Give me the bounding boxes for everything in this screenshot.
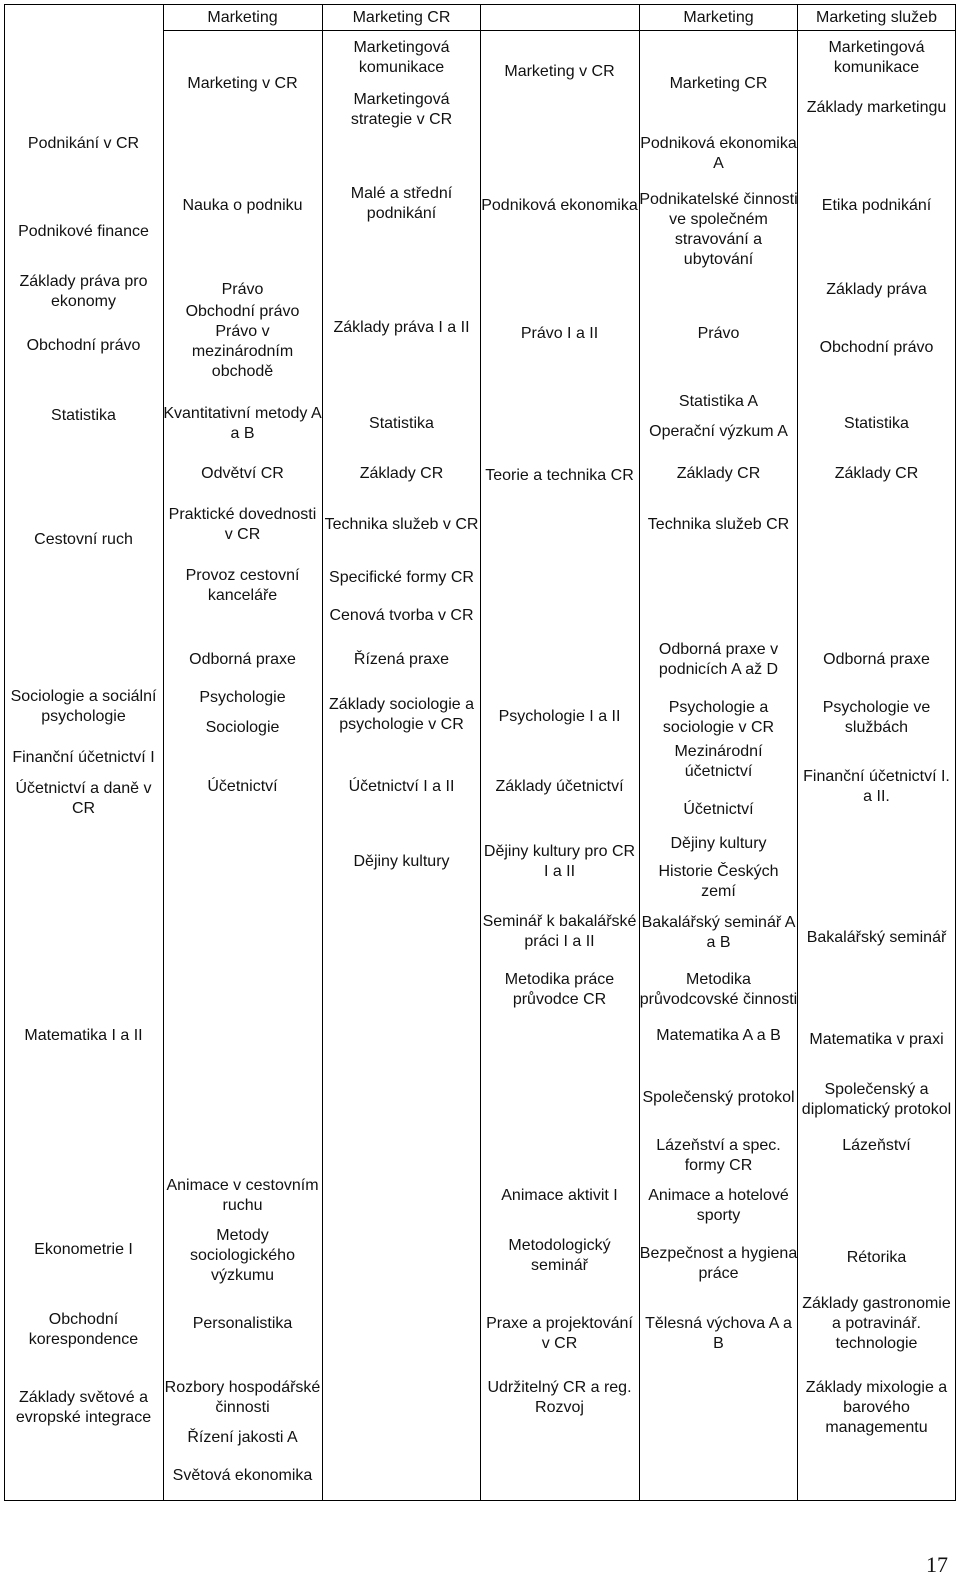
course-cell: [163, 503, 322, 547]
course-cell: [639, 463, 798, 485]
course-cell: [322, 776, 481, 798]
course-name: Základy CR: [834, 465, 919, 482]
course-cell: [163, 1427, 322, 1449]
course-cell: [797, 195, 956, 217]
course-name: Provoz cestovní kanceláře: [185, 567, 300, 604]
course-cell: [163, 1366, 322, 1430]
course-name: Základy gastronomie a potravinář. technologie: [802, 1295, 951, 1352]
course-name: Marketingová komunikace: [828, 39, 925, 76]
course-cell: [163, 73, 322, 95]
course-name: Sociologie: [205, 719, 280, 736]
course-cell: [322, 7, 481, 29]
course-cell: [797, 649, 956, 671]
course-name: Lázeňství a spec. formy CR: [656, 1137, 781, 1174]
course-cell: [797, 696, 956, 740]
course-name: Odborná praxe v podnicích A až D: [658, 641, 779, 678]
course-name: Rétorika: [846, 1249, 907, 1266]
course-name: Kvantitativní metody A a B: [163, 405, 322, 442]
course-name: Společenský protokol: [642, 1089, 795, 1106]
course-cell: [4, 1025, 163, 1047]
table-border-right: [955, 4, 956, 1500]
course-name: Obchodní korespondence: [28, 1311, 139, 1348]
course-name: Marketing služeb: [816, 9, 937, 26]
course-name: Obchodní právo: [819, 339, 934, 356]
course-cell: [480, 706, 639, 728]
course-cell: [797, 279, 956, 301]
course-name: Praktické dovednosti v CR: [168, 506, 317, 543]
course-name: Technika služeb v CR: [324, 516, 479, 533]
course-cell: [639, 1242, 798, 1286]
curriculum-table: [4, 4, 956, 1500]
course-cell: [163, 717, 322, 739]
course-name: Technika služeb CR: [647, 516, 790, 533]
course-cell: [4, 270, 163, 314]
course-name: Psychologie: [199, 689, 286, 706]
course-name: Metodika průvodcovské činnosti: [639, 971, 798, 1008]
course-name: Dějiny kultury: [670, 835, 767, 852]
course-name: Právo: [697, 325, 740, 342]
course-name: Účetnictví: [683, 801, 754, 818]
course-name: Obchodní právo: [26, 337, 141, 354]
course-cell: [163, 1224, 322, 1288]
course-name: Marketing v CR: [504, 63, 615, 80]
course-name: Psychologie a sociologie v CR: [662, 699, 775, 736]
course-cell: [163, 320, 322, 384]
course-name: Základy marketingu: [806, 99, 947, 116]
course-name: Základy CR: [676, 465, 761, 482]
course-cell: [480, 1312, 639, 1356]
course-cell: [480, 323, 639, 345]
course-name: Světová ekonomika: [172, 1467, 313, 1484]
course-name: Animace a hotelové sporty: [648, 1187, 789, 1224]
course-cell: [322, 463, 481, 485]
course-cell: [639, 1184, 798, 1228]
course-cell: [4, 738, 163, 778]
course-cell: [4, 405, 163, 427]
course-name: Podniková ekonomika A: [640, 135, 797, 172]
course-cell: [480, 776, 639, 798]
course-cell: [322, 36, 481, 80]
course-name: Řízení jakosti A: [187, 1429, 298, 1446]
course-cell: [480, 968, 639, 1012]
course-cell: [797, 1282, 956, 1366]
course-cell: [639, 1025, 798, 1047]
course-name: Psychologie I a II: [498, 708, 621, 725]
course-name: Animace aktivit I: [501, 1187, 618, 1204]
course-cell: [797, 1018, 956, 1062]
course-name: Základy práva pro ekonomy: [19, 273, 148, 310]
course-cell: [639, 958, 798, 1022]
course-name: Historie Českých zemí: [658, 863, 779, 900]
course-name: Právo I a II: [520, 325, 599, 342]
course-name: Operační výzkum A: [649, 423, 788, 440]
course-cell: [163, 279, 322, 301]
course-name: Odvětví CR: [201, 465, 284, 482]
course-cell: [639, 323, 798, 345]
course-name: Dějiny kultury: [353, 853, 450, 870]
course-cell: [163, 687, 322, 709]
course-cell: [4, 529, 163, 551]
course-name: Marketingová komunikace: [353, 39, 450, 76]
course-name: Podnikatelské činnosti ve společném stravování a ubytování: [639, 191, 798, 268]
course-name: Praxe a projektování v CR: [486, 1315, 633, 1352]
course-name: Sociologie a sociální psychologie: [10, 688, 157, 725]
course-cell: [797, 463, 956, 485]
course-name: Marketing CR: [352, 9, 451, 26]
course-cell: [639, 860, 798, 904]
course-name: Základy práva I a II: [333, 319, 470, 336]
course-name: Základy CR: [359, 465, 444, 482]
course-cell: [797, 1135, 956, 1157]
course-name: Podnikové finance: [18, 223, 149, 240]
course-name: Účetnictví a daně v CR: [15, 780, 152, 817]
course-cell: [797, 36, 956, 80]
course-cell: [639, 911, 798, 955]
course-cell: [322, 182, 481, 226]
course-name: Odborná praxe: [189, 651, 296, 668]
course-cell: [163, 1454, 322, 1498]
course-name: Udržitelný CR a reg. Rozvoj: [487, 1379, 632, 1416]
course-name: Cenová tvorba v CR: [329, 607, 474, 624]
course-cell: [163, 776, 322, 798]
course-cell: [480, 184, 639, 228]
course-cell: [4, 1239, 163, 1261]
course-cell: [4, 335, 163, 357]
course-name: Právo: [221, 281, 264, 298]
course-cell: [163, 402, 322, 446]
course-cell: [322, 503, 481, 547]
course-name: Lázeňství: [842, 1137, 911, 1154]
course-name: Malé a střední podnikání: [350, 185, 453, 222]
course-name: Bakalářský seminář: [806, 929, 947, 946]
course-name: Základy sociologie a psychologie v CR: [329, 696, 474, 733]
course-name: Odborná praxe: [823, 651, 930, 668]
course-name: Specifické formy CR: [329, 569, 474, 586]
course-name: Statistika: [844, 415, 909, 432]
table-border-top: [4, 4, 956, 5]
course-name: Ekonometrie I: [34, 1241, 133, 1258]
course-cell: [639, 7, 798, 29]
course-name: Cestovní ruch: [34, 531, 133, 548]
course-name: Psychologie ve službách: [822, 699, 931, 736]
course-name: Teorie a technika CR: [485, 467, 634, 484]
course-cell: [639, 696, 798, 740]
course-cell: [163, 1313, 322, 1335]
course-name: Nauka o podniku: [182, 197, 303, 214]
course-name: Základy účetnictví: [495, 778, 624, 795]
course-name: Marketing v CR: [187, 75, 298, 92]
course-cell: [480, 900, 639, 964]
course-cell: [163, 564, 322, 608]
course-name: Obchodní právo: [185, 303, 300, 320]
course-cell: [322, 306, 481, 350]
course-cell: [4, 675, 163, 739]
course-name: Matematika I a II: [24, 1027, 143, 1044]
course-cell: [639, 503, 798, 547]
course-cell: [797, 765, 956, 809]
course-cell: [480, 61, 639, 83]
course-name: Seminář k bakalářské práci I a II: [482, 913, 637, 950]
course-cell: [797, 7, 956, 29]
course-name: Personalistika: [192, 1315, 293, 1332]
course-cell: [639, 1312, 798, 1356]
course-cell: [163, 463, 322, 485]
course-cell: [322, 594, 481, 638]
course-name: Metodika práce průvodce CR: [504, 971, 615, 1008]
course-name: Bezpečnost a hygiena práce: [639, 1245, 798, 1282]
course-name: Společenský a diplomatický protokol: [801, 1081, 952, 1118]
course-name: Statistika: [369, 415, 434, 432]
course-cell: [639, 180, 798, 280]
course-name: Etika podnikání: [821, 197, 932, 214]
course-cell: [4, 210, 163, 254]
course-cell: [4, 1376, 163, 1440]
course-cell: [639, 132, 798, 176]
course-cell: [639, 410, 798, 454]
course-cell: [322, 649, 481, 671]
course-name: Metodologický seminář: [508, 1237, 611, 1274]
course-name: Finanční účetnictví I: [12, 749, 155, 766]
course-cell: [480, 840, 639, 884]
course-name: Řízená praxe: [353, 651, 450, 668]
course-cell: [322, 88, 481, 132]
course-name: Dějiny kultury pro CR I a II: [483, 843, 636, 880]
course-cell: [322, 683, 481, 747]
page-number: 17: [926, 1552, 948, 1577]
course-cell: [4, 1308, 163, 1352]
course-name: Rozbory hospodářské činnosti: [164, 1379, 321, 1416]
course-cell: [639, 638, 798, 682]
course-cell: [639, 799, 798, 821]
course-name: Účetnictví: [207, 778, 278, 795]
course-cell: [639, 833, 798, 855]
column-divider: [322, 4, 323, 1500]
course-cell: [322, 413, 481, 435]
course-cell: [480, 454, 639, 498]
course-name: Marketing CR: [669, 75, 768, 92]
course-name: Marketing: [683, 9, 754, 26]
course-name: Statistika: [51, 407, 116, 424]
course-cell: [163, 649, 322, 671]
course-cell: [322, 851, 481, 873]
course-cell: [4, 779, 163, 819]
course-name: Právo v mezinárodním obchodě: [191, 323, 294, 380]
course-cell: [797, 1376, 956, 1440]
header-divider: [163, 30, 956, 31]
course-name: Animace v cestovním ruchu: [166, 1177, 319, 1214]
course-cell: [797, 916, 956, 960]
course-name: Marketing: [207, 9, 278, 26]
course-name: Statistika A: [678, 393, 759, 410]
course-name: Marketingová strategie v CR: [350, 91, 453, 128]
course-cell: [639, 1076, 798, 1120]
course-cell: [4, 133, 163, 155]
course-cell: [639, 73, 798, 95]
course-cell: [797, 1247, 956, 1269]
course-name: Tělesná výchova A a B: [645, 1315, 792, 1352]
course-cell: [639, 1134, 798, 1178]
course-cell: [797, 86, 956, 130]
course-cell: [639, 740, 798, 784]
course-cell: [480, 1234, 639, 1278]
course-name: Finanční účetnictví I. a II.: [803, 768, 950, 805]
course-name: Podniková ekonomika: [481, 197, 638, 214]
course-name: Základy světové a evropské integrace: [15, 1389, 152, 1426]
course-name: Metody sociologického výzkumu: [190, 1227, 295, 1284]
table-border-bottom: [4, 1500, 956, 1501]
course-cell: [163, 195, 322, 217]
course-name: Základy mixologie a barového managementu: [805, 1379, 948, 1436]
course-cell: [797, 337, 956, 359]
course-name: Podnikání v CR: [27, 135, 140, 152]
course-name: Matematika v praxi: [809, 1031, 944, 1048]
course-name: Základy práva: [826, 281, 927, 298]
course-cell: [163, 1174, 322, 1218]
course-cell: [480, 1376, 639, 1420]
course-cell: [163, 7, 322, 29]
course-cell: [480, 1185, 639, 1207]
course-name: Účetnictví I a II: [348, 778, 455, 795]
course-cell: [797, 413, 956, 435]
course-cell: [797, 1068, 956, 1132]
course-name: Matematika A a B: [656, 1027, 781, 1044]
course-name: Mezinárodní účetnictví: [674, 743, 763, 780]
course-name: Bakalářský seminář A a B: [641, 914, 796, 951]
